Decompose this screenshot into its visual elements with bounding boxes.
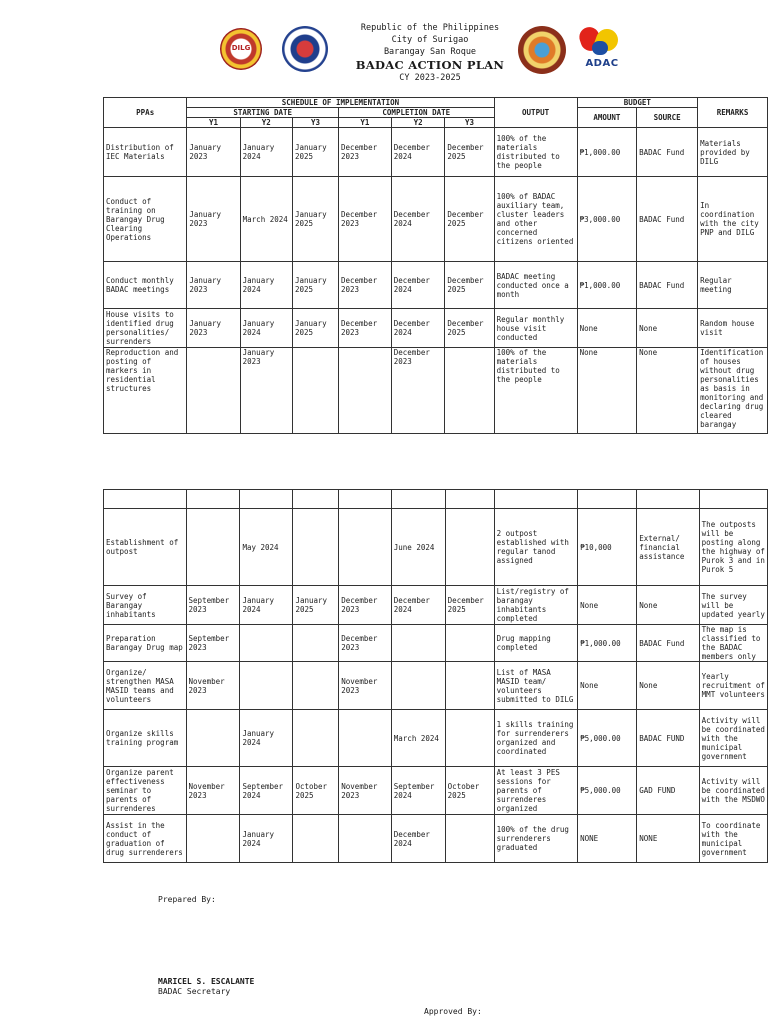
adac-logo-icon: [576, 25, 628, 75]
document-period: CY 2023-2025: [399, 73, 461, 83]
cell-source: NONE: [637, 815, 699, 863]
header-ppas: PPAs: [104, 98, 187, 128]
cell-end-y3: October 2025: [445, 767, 494, 815]
cell-ppa: Conduct monthly BADAC meetings: [104, 262, 187, 309]
cell-start-y3: January 2025: [293, 586, 339, 625]
cell-end-y2: December 2024: [391, 262, 445, 309]
cell-output: 100% of the materials distributed to the people: [494, 128, 577, 177]
cell-start-y3: [293, 710, 339, 767]
cell-end-y3: December 2025: [445, 177, 494, 262]
cell-remarks: The survey will be updated yearly: [699, 586, 767, 625]
header-end-y3: Y3: [445, 118, 494, 128]
cell-start-y1: January 2023: [187, 128, 240, 177]
cell-amount: ₱1,000.00: [578, 625, 637, 662]
cell-end-y1: December 2023: [338, 309, 391, 348]
cell-end-y1: [339, 815, 392, 863]
cell-output: Regular monthly house visit conducted: [494, 309, 577, 348]
cell-output: 100% of the materials distributed to the people: [494, 348, 577, 434]
cell-end-y3: [445, 710, 494, 767]
cell-remarks: The outposts will be posting along the highway of Purok 3 and in Purok 5: [699, 509, 767, 586]
header-end-y2: Y2: [391, 118, 445, 128]
header-start-y3: Y3: [292, 118, 338, 128]
cell-ppa: Organize skills training program: [104, 710, 187, 767]
cell-start-y2: [240, 662, 293, 710]
cell-start-y3: January 2025: [292, 262, 338, 309]
cell-end-y2: December 2023: [391, 348, 445, 434]
header-start-y2: Y2: [240, 118, 292, 128]
action-plan-table-1: [103, 97, 768, 434]
cell-remarks: Yearly recruitment of MMT volunteers: [699, 662, 767, 710]
table-row: [104, 625, 768, 662]
cell-output: List/registry of barangay inhabitants completed: [494, 586, 577, 625]
cell-start-y2: January 2024: [240, 309, 292, 348]
header-completion-date: COMPLETION DATE: [338, 108, 494, 118]
cell-start-y3: [293, 662, 339, 710]
cell-ppa: Organize/ strengthen MASA MASID teams and volunteers: [104, 662, 187, 710]
cell-ppa: Reproduction and posting of markers in residential structures: [104, 348, 187, 434]
header-republic: Republic of the Philippines: [360, 23, 500, 33]
cell-amount: ₱3,000.00: [577, 177, 637, 262]
cell-end-y3: December 2025: [445, 128, 494, 177]
cell-ppa: Survey of Barangay inhabitants: [104, 586, 187, 625]
header-source: SOURCE: [637, 108, 698, 128]
cell-source: BADAC Fund: [637, 262, 698, 309]
cell-amount: ₱5,000.00: [578, 710, 637, 767]
cell-end-y2: December 2024: [391, 128, 445, 177]
cell-source: GAD FUND: [637, 767, 699, 815]
cell-output: List of MASA MASID team/ volunteers submitted to DILG: [494, 662, 577, 710]
cell-start-y1: September 2023: [186, 625, 240, 662]
cell-source: None: [637, 348, 698, 434]
cell-output: 100% of the drug surrenderers graduated: [494, 815, 577, 863]
cell-source: None: [637, 586, 699, 625]
cell-end-y1: December 2023: [339, 625, 392, 662]
cell-end-y2: [391, 662, 445, 710]
cell-start-y3: January 2025: [292, 177, 338, 262]
header-start-y1: Y1: [187, 118, 240, 128]
cell-end-y1: December 2023: [338, 262, 391, 309]
cell-end-y1: [339, 509, 392, 586]
table-row: [104, 662, 768, 710]
cell-ppa: Preparation Barangay Drug map: [104, 625, 187, 662]
header-end-y1: Y1: [338, 118, 391, 128]
cell-start-y3: [292, 348, 338, 434]
table-row: [104, 262, 768, 309]
adac-logo-label: ADAC: [585, 58, 619, 69]
preparer-title: BADAC Secretary: [158, 987, 231, 996]
cell-output: 1 skills training for surrenderers organized and coordinated: [494, 710, 577, 767]
cell-remarks: In coordination with the city PNP and DILG: [698, 177, 768, 262]
cell-ppa: Conduct of training on Barangay Drug Clearing Operations: [104, 177, 187, 262]
table-row: [104, 586, 768, 625]
cell-start-y3: January 2025: [292, 128, 338, 177]
cell-remarks: The map is classified to the BADAC members only: [699, 625, 767, 662]
cell-ppa: Establishment of outpost: [104, 509, 187, 586]
cell-end-y1: December 2023: [339, 586, 392, 625]
barangay-seal-icon: [518, 26, 566, 74]
cell-source: None: [637, 309, 698, 348]
cell-amount: ₱10,000: [578, 509, 637, 586]
cell-start-y1: January 2023: [187, 177, 240, 262]
approved-by-label: Approved By:: [424, 1007, 482, 1016]
cell-amount: None: [577, 309, 637, 348]
cell-end-y3: [445, 815, 494, 863]
cell-output: Drug mapping completed: [494, 625, 577, 662]
cell-amount: None: [578, 662, 637, 710]
cell-end-y1: November 2023: [339, 662, 392, 710]
cell-end-y2: June 2024: [391, 509, 445, 586]
prepared-by-label: Prepared By:: [158, 895, 216, 904]
cell-remarks: Identification of houses without drug personalities as basis in monitoring and declaring drug cleared barangay: [698, 348, 768, 434]
cell-end-y3: December 2025: [445, 586, 494, 625]
cell-end-y2: March 2024: [391, 710, 445, 767]
cell-start-y1: [186, 710, 240, 767]
cell-remarks: To coordinate with the municipal government: [699, 815, 767, 863]
cell-amount: ₱1,000.00: [577, 128, 637, 177]
header-schedule: SCHEDULE OF IMPLEMENTATION: [187, 98, 494, 108]
dilg-seal-icon: [220, 28, 262, 70]
table-row: [104, 767, 768, 815]
cell-source: BADAC Fund: [637, 625, 699, 662]
cell-start-y1: [186, 509, 240, 586]
cell-start-y1: January 2023: [187, 309, 240, 348]
cell-ppa: Organize parent effectiveness seminar to parents of surrenderes: [104, 767, 187, 815]
table-row: [104, 815, 768, 863]
cell-source: BADAC Fund: [637, 177, 698, 262]
cell-output: At least 3 PES sessions for parents of surrenderes organized: [494, 767, 577, 815]
cell-remarks: Materials provided by DILG: [698, 128, 768, 177]
cell-start-y1: [187, 348, 240, 434]
cell-start-y3: January 2025: [292, 309, 338, 348]
cell-end-y2: [391, 625, 445, 662]
cell-ppa: House visits to identified drug personalities/ surrenders: [104, 309, 187, 348]
cell-remarks: Activity will be coordinated with the MSDWO: [699, 767, 767, 815]
cell-amount: ₱5,000.00: [578, 767, 637, 815]
cell-source: None: [637, 662, 699, 710]
cell-start-y1: September 2023: [186, 586, 240, 625]
cell-start-y2: March 2024: [240, 177, 292, 262]
cell-start-y3: [293, 815, 339, 863]
cell-output: BADAC meeting conducted once a month: [494, 262, 577, 309]
cell-end-y1: November 2023: [339, 767, 392, 815]
cell-end-y3: December 2025: [445, 309, 494, 348]
cell-remarks: Random house visit: [698, 309, 768, 348]
document-header: [0, 20, 768, 90]
cell-amount: ₱1,000.00: [577, 262, 637, 309]
cell-start-y1: November 2023: [186, 662, 240, 710]
cell-start-y2: January 2024: [240, 586, 293, 625]
header-text: [330, 22, 530, 84]
cell-end-y2: December 2024: [391, 309, 445, 348]
cell-start-y3: October 2025: [293, 767, 339, 815]
cell-end-y2: September 2024: [391, 767, 445, 815]
cell-end-y3: [445, 509, 494, 586]
cell-ppa: Distribution of IEC Materials: [104, 128, 187, 177]
cell-start-y2: January 2024: [240, 815, 293, 863]
cell-start-y2: January 2023: [240, 348, 292, 434]
header-amount: AMOUNT: [577, 108, 637, 128]
cell-output: 100% of BADAC auxiliary team, cluster leaders and other concerned citizens oriented: [494, 177, 577, 262]
cell-end-y3: [445, 348, 494, 434]
header-budget: BUDGET: [577, 98, 698, 108]
cell-end-y1: [339, 710, 392, 767]
header-city: City of Surigao: [391, 35, 469, 45]
cell-end-y3: December 2025: [445, 262, 494, 309]
cell-start-y2: January 2024: [240, 128, 292, 177]
cell-remarks: Activity will be coordinated with the municipal government: [699, 710, 767, 767]
table-row: [104, 710, 768, 767]
cell-source: BADAC Fund: [637, 128, 698, 177]
cell-start-y2: January 2024: [240, 710, 293, 767]
cell-amount: None: [577, 348, 637, 434]
blank-header-row: [104, 490, 768, 509]
preparer-name: MARICEL S. ESCALANTE: [158, 977, 255, 986]
dilg-lgu-seal-icon: [282, 26, 328, 72]
header-remarks: REMARKS: [698, 98, 768, 128]
dilg-seal-label: DILG: [231, 44, 251, 52]
cell-start-y2: September 2024: [240, 767, 293, 815]
cell-end-y1: December 2023: [338, 177, 391, 262]
cell-start-y2: [240, 625, 293, 662]
cell-start-y1: [186, 815, 240, 863]
cell-start-y1: January 2023: [187, 262, 240, 309]
cell-end-y3: [445, 662, 494, 710]
header-starting-date: STARTING DATE: [187, 108, 339, 118]
table-row: [104, 177, 768, 262]
cell-end-y1: December 2023: [338, 128, 391, 177]
table-row: [104, 509, 768, 586]
cell-amount: NONE: [578, 815, 637, 863]
cell-end-y1: [338, 348, 391, 434]
cell-amount: None: [578, 586, 637, 625]
cell-source: BADAC FUND: [637, 710, 699, 767]
cell-output: 2 outpost established with regular tanod assigned: [494, 509, 577, 586]
cell-end-y2: December 2024: [391, 815, 445, 863]
document-title: BADAC ACTION PLAN: [355, 58, 505, 72]
cell-end-y2: December 2024: [391, 177, 445, 262]
cell-start-y2: May 2024: [240, 509, 293, 586]
table-row: [104, 309, 768, 348]
header-barangay: Barangay San Roque: [383, 47, 477, 57]
cell-start-y2: January 2024: [240, 262, 292, 309]
header-output: OUTPUT: [494, 98, 577, 128]
cell-start-y3: [293, 509, 339, 586]
cell-end-y3: [445, 625, 494, 662]
cell-start-y3: [293, 625, 339, 662]
table-row: [104, 348, 768, 434]
action-plan-table-2: [103, 489, 768, 863]
cell-ppa: Assist in the conduct of graduation of drug surrenderers: [104, 815, 187, 863]
table-row: [104, 128, 768, 177]
cell-start-y1: November 2023: [186, 767, 240, 815]
cell-remarks: Regular meeting: [698, 262, 768, 309]
cell-source: External/ financial assistance: [637, 509, 699, 586]
cell-end-y2: December 2024: [391, 586, 445, 625]
